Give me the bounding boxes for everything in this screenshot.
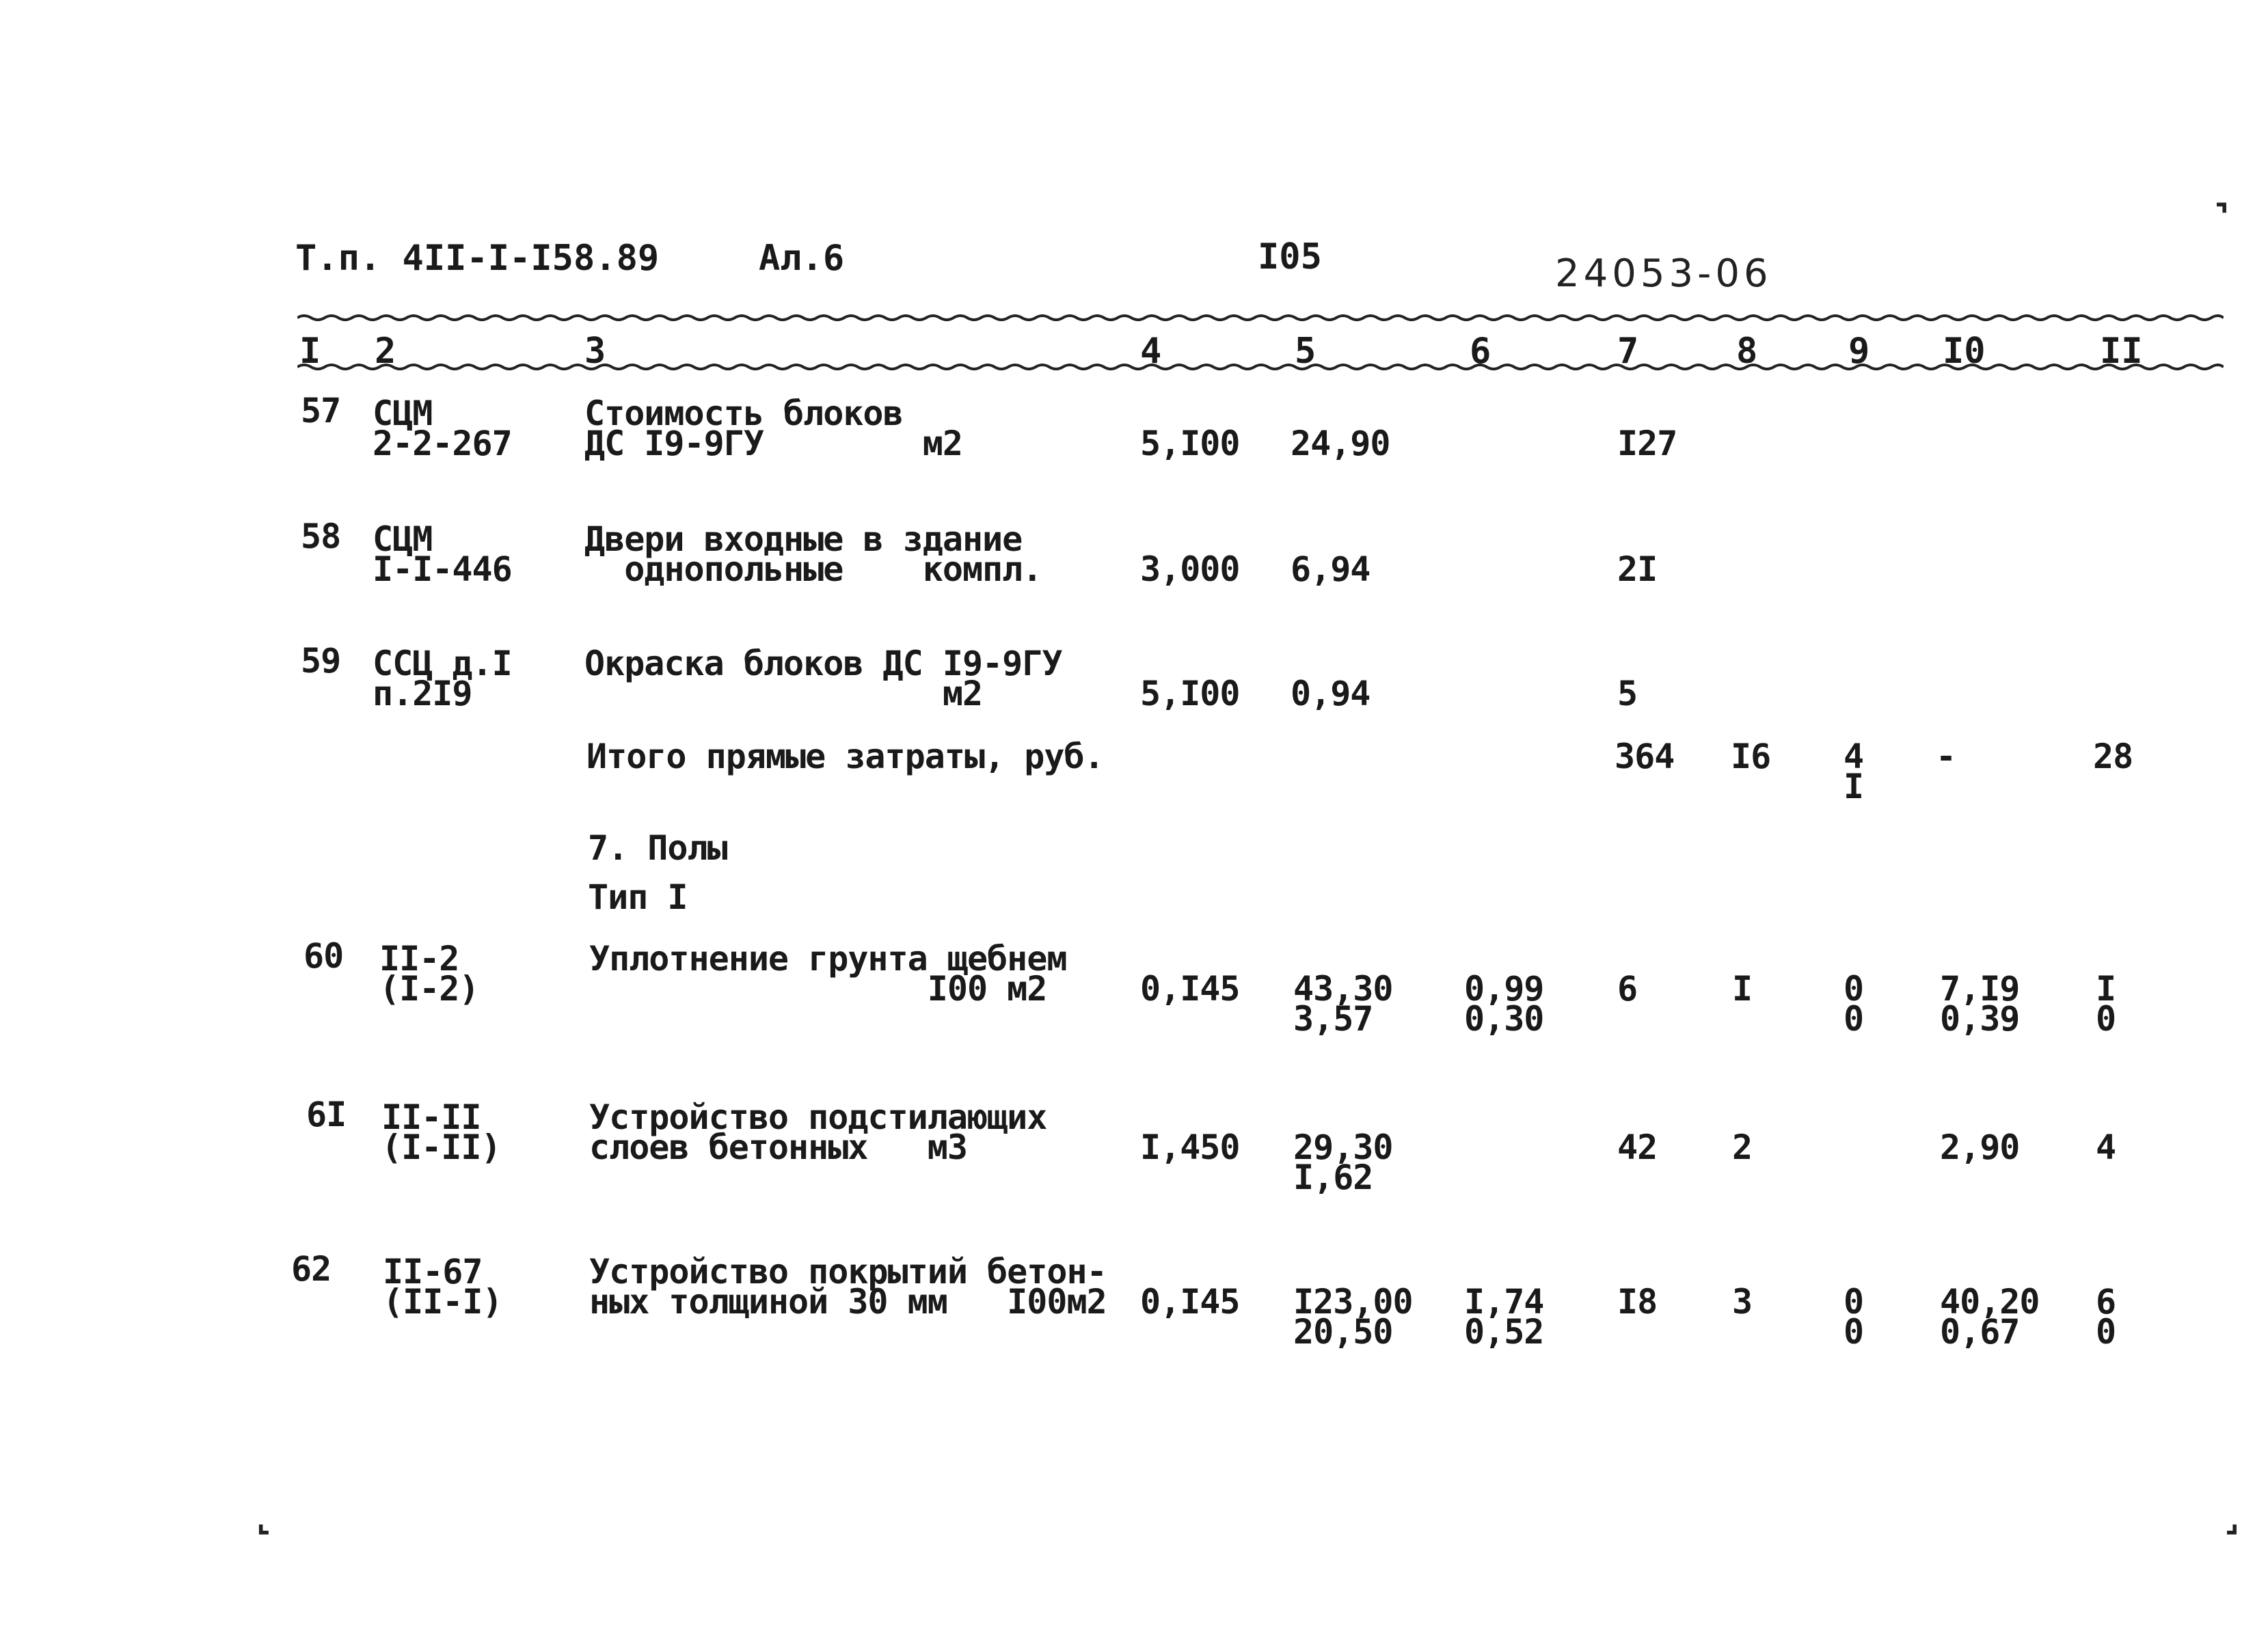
col11-value: 0 (2096, 999, 2116, 1039)
row-number: 57 (301, 391, 341, 431)
col10-value: 7,I9 (1940, 969, 2020, 1009)
unit-price: I,62 (1293, 1158, 1373, 1197)
col10-value: 40,20 (1940, 1282, 2040, 1322)
work-description: ДС I9-9ГУ м2 (584, 424, 962, 463)
row-number: 59 (301, 641, 341, 681)
inventory-number: 24053-06 (1555, 251, 1772, 296)
work-description: Устройство покрытий бетон- (589, 1252, 1107, 1292)
unit-price: 29,30 (1293, 1128, 1393, 1167)
work-description: однопольные компл. (584, 549, 1042, 589)
work-description: ных толщиной 30 мм I00м2 (589, 1282, 1107, 1322)
album-number: Ал.6 (759, 238, 845, 279)
row-number: 6I (306, 1095, 347, 1134)
unit-price: I23,00 (1293, 1282, 1413, 1322)
total-cost: 5 (1617, 674, 1638, 713)
column-number-9: 9 (1848, 331, 1870, 372)
quantity: 0,I45 (1140, 969, 1240, 1009)
col9-value: 0 (1844, 1312, 1864, 1352)
subtotal-col11: 28 (2093, 737, 2133, 776)
norm-code: СЦМ (373, 394, 433, 433)
quantity: 5,I00 (1140, 674, 1240, 713)
norm-code: СЦМ (373, 519, 433, 559)
col8-value: 2 (1732, 1128, 1753, 1167)
norm-code: п.2I9 (373, 674, 472, 713)
norm-code: II-2 (379, 939, 459, 979)
work-description: Устройство подстилающих (589, 1097, 1047, 1137)
unit-price: 43,30 (1293, 969, 1393, 1009)
col10-value: 2,90 (1940, 1128, 2020, 1167)
col10-value: 0,67 (1940, 1312, 2020, 1352)
unit-price: 0,94 (1291, 674, 1371, 713)
norm-code: (I-2) (379, 969, 479, 1009)
quantity: 0,I45 (1140, 1282, 1240, 1322)
work-description: Стоимость блоков (584, 394, 903, 433)
col9-value: 0 (1844, 999, 1864, 1039)
norm-code: 2-2-267 (373, 424, 512, 463)
column-number-8: 8 (1736, 331, 1758, 372)
col6-value: 0,52 (1464, 1312, 1544, 1352)
total-cost: 2I (1617, 549, 1658, 589)
work-description: Уплотнение грунта щебнем (589, 939, 1067, 979)
norm-code: (I-II) (381, 1128, 501, 1167)
col9-value: 0 (1844, 1282, 1864, 1322)
unit-price: 20,50 (1293, 1312, 1393, 1352)
col11-value: 4 (2096, 1128, 2116, 1167)
corner-mark-bottom-right: ⌟ (2225, 1503, 2239, 1538)
work-description: I00 м2 (589, 969, 1047, 1009)
col6-value: 0,99 (1464, 969, 1544, 1009)
col8-value: I (1732, 969, 1753, 1009)
norm-code: I-I-446 (373, 549, 512, 589)
col6-value: I,74 (1464, 1282, 1544, 1322)
work-description: Окраска блоков ДС I9-9ГУ (584, 644, 1062, 683)
section-subtitle: Тип I (588, 877, 688, 917)
col6-value: 0,30 (1464, 999, 1544, 1039)
column-number-11: II (2100, 331, 2143, 372)
section-title: 7. Полы (588, 828, 727, 868)
column-number-5: 5 (1295, 331, 1317, 372)
column-number-4: 4 (1140, 331, 1162, 372)
col11-value: 0 (2096, 1312, 2116, 1352)
unit-price: 24,90 (1291, 424, 1390, 463)
col11-value: I (2096, 969, 2116, 1009)
subtotal-col7: 364 (1615, 737, 1675, 776)
unit-price: 6,94 (1291, 549, 1371, 589)
top-rule (297, 313, 2224, 323)
column-number-10: I0 (1943, 331, 1986, 372)
unit-price: 3,57 (1293, 999, 1373, 1039)
subtotal-col9: 4 (1844, 737, 1864, 776)
work-description: м2 (584, 674, 983, 713)
norm-code: II-67 (383, 1252, 483, 1292)
work-description: Двери входные в здание (584, 519, 1023, 559)
quantity: 5,I00 (1140, 424, 1240, 463)
subtotal-col10: - (1936, 737, 1956, 776)
total-cost: I8 (1617, 1282, 1658, 1322)
total-cost: I27 (1617, 424, 1677, 463)
row-number: 60 (303, 936, 344, 976)
subtotal-col9: I (1844, 767, 1864, 806)
column-number-6: 6 (1470, 331, 1491, 372)
col10-value: 0,39 (1940, 999, 2020, 1039)
col8-value: 3 (1732, 1282, 1753, 1322)
column-number-3: 3 (584, 331, 606, 372)
quantity: I,450 (1140, 1128, 1240, 1167)
column-number-2: 2 (375, 331, 396, 372)
project-code: Т.п. 4II-I-I58.89 (295, 238, 660, 279)
corner-mark-bottom-left: ⌞ (256, 1503, 271, 1538)
quantity: 3,000 (1140, 549, 1240, 589)
column-number-1: I (299, 331, 321, 372)
column-number-7: 7 (1617, 331, 1639, 372)
norm-code: II-II (381, 1097, 481, 1137)
corner-mark-top-right: ⌝ (2215, 198, 2229, 233)
page-number: I05 (1258, 236, 1322, 277)
col11-value: 6 (2096, 1282, 2116, 1322)
total-cost: 6 (1617, 969, 1638, 1009)
subtotal-col8: I6 (1731, 737, 1771, 776)
work-description: слоев бетонных м3 (589, 1128, 967, 1167)
norm-code: ССЦ д.I (373, 644, 512, 683)
col9-value: 0 (1844, 969, 1864, 1009)
norm-code: (II-I) (383, 1282, 502, 1322)
total-cost: 42 (1617, 1128, 1658, 1167)
subtotal-label: Итого прямые затраты, руб. (586, 737, 1104, 776)
row-number: 62 (291, 1249, 332, 1289)
row-number: 58 (301, 517, 341, 556)
